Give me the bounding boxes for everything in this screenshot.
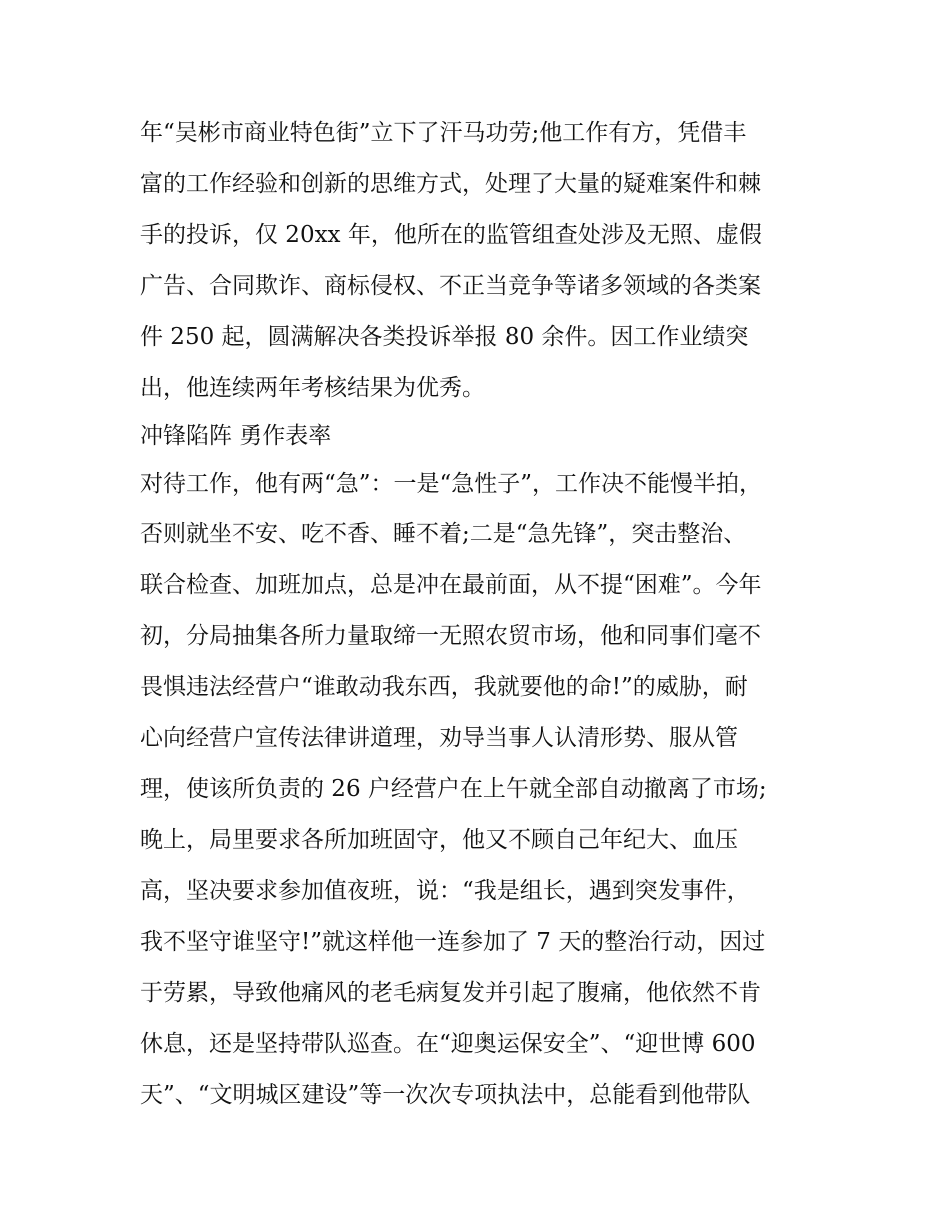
paragraph-1-line-4: 广告、合同欺诈、商标侵权、不正当竞争等诸多领域的各类案 [140, 273, 761, 299]
paragraph-2-line-8: 晚上，局里要求各所加班固守，他又不顾自己年纪大、血压 [140, 827, 738, 853]
paragraph-1-line-3: 手的投诉，仅 20xx 年，他所在的监管组查处涉及无照、虚假 [140, 222, 762, 248]
paragraph-1-line-2: 富的工作经验和创新的思维方式，处理了大量的疑难案件和棘 [140, 171, 761, 197]
paragraph-2-line-12: 休息，还是坚持带队巡查。在“迎奥运保安全”、“迎世博 600 [140, 1031, 756, 1057]
paragraph-1-line-6: 出，他连续两年考核结果为优秀。 [140, 375, 485, 401]
paragraph-2-line-3: 联合检查、加班加点，总是冲在最前面，从不提“困难”。今年 [140, 572, 762, 598]
paragraph-2-line-6: 心向经营户宣传法律讲道理，劝导当事人认清形势、服从管 [140, 725, 738, 751]
paragraph-2-line-10: 我不坚守谁坚守!”就这样他一连参加了 7 天的整治行动，因过 [140, 929, 766, 955]
paragraph-2-line-1: 对待工作，他有两“急”：一是“急性子”，工作决不能慢半拍， [140, 471, 763, 497]
paragraph-1-line-1: 年“吴彬市商业特色街”立下了汗马功劳;他工作有方，凭借丰 [140, 120, 747, 146]
paragraph-2-line-11: 于劳累，导致他痛风的老毛病复发并引起了腹痛，他依然不肯 [140, 980, 761, 1006]
document-body [140, 108, 830, 1121]
paragraph-2-line-4: 初，分局抽集各所力量取缔一无照农贸市场，他和同事们毫不 [140, 623, 761, 649]
paragraph-2-line-5: 畏惧违法经营户“谁敢动我东西，我就要他的命!”的威胁，耐 [140, 674, 748, 700]
paragraph-1-line-5: 件 250 起，圆满解决各类投诉举报 80 余件。因工作业绩突 [140, 324, 749, 350]
paragraph-2-line-13: 天”、“文明城区建设”等一次次专项执法中，总能看到他带队 [140, 1082, 751, 1108]
paragraph-2-line-9: 高，坚决要求参加值夜班，说：“我是组长，遇到突发事件， [140, 878, 750, 904]
paragraph-2-line-2: 否则就坐不安、吃不香、睡不着;二是“急先锋”，突击整治、 [140, 521, 747, 547]
section-heading: 冲锋陷阵 勇作表率 [140, 423, 332, 449]
paragraph-2-line-7: 理，使该所负责的 26 户经营户在上午就全部自动撤离了市场; [140, 776, 767, 802]
